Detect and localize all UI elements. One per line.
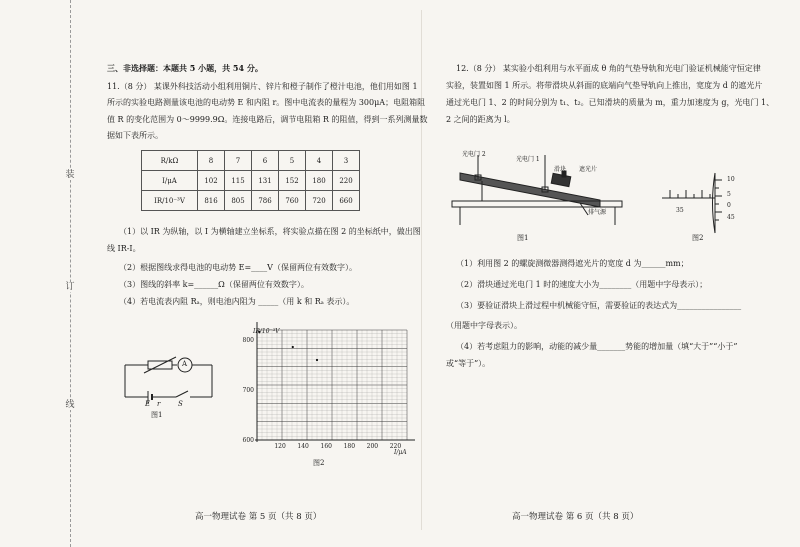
q12-line-1: 12.（8 分） 某实验小组利用与水平面成 θ 角的气垫导轨和光电门验证机械能守恒定律 [456,64,761,73]
table-cell: 720 [306,191,333,211]
q12-line-4: 2 之间的距离为 l。 [446,115,515,124]
left-page [100,0,428,547]
table-cell: 180 [306,171,333,191]
mic-tick-35: 35 [676,207,684,214]
q11-sub1-b: 线 IR-I。 [107,244,141,253]
table-cell: 4 [306,151,333,171]
q12-sub4-a: （4）若考虑阻力的影响，动能的减少量_______势能的增加量（填“大于”“小于” [456,342,738,351]
ammeter-label: A [182,360,188,368]
section-header: 三、非选择题：本题共 5 小题，共 54 分。 [107,63,263,73]
table-cell: 5 [279,151,306,171]
graph-paper [235,325,415,455]
graph-x-label: I/μA [394,449,407,456]
table-cell: 6 [252,151,279,171]
table-cell: 805 [225,191,252,211]
table-cell: 816 [198,191,225,211]
label-gate-2: 光电门 2 [462,151,486,158]
q11-sub1-a: （1）以 IR 为纵轴，以 I 为横轴建立坐标系，将实验点描在图 2 的坐标纸中，做出图 [119,227,421,236]
fig1-caption-right: 图1 [517,234,529,242]
q11-sub2: （2）根据图线求得电池的电动势 E=____V（保留两位有效数字）。 [119,263,357,272]
table-cell: 660 [333,191,360,211]
y-tick-label: 800 [242,337,254,344]
q12-sub3-b: （用题中字母表示）。 [446,321,522,330]
table-cell: 786 [252,191,279,211]
table-cell: 220 [333,171,360,191]
right-page [446,0,785,547]
x-tick-label: 120 [274,443,286,450]
table-cell: 7 [225,151,252,171]
binding-mark-1: 装 [62,170,78,180]
mic-tick-10: 10 [727,176,735,183]
grid-lines [257,330,407,440]
q11-sub4: （4）若电流表内阻 Rₐ，则电池内阻为 _____（用 k 和 Rₐ 表示）。 [119,297,355,306]
table-header: I/μA [142,171,198,191]
x-tick-label: 180 [343,443,356,450]
label-gate-1: 光电门 1 [516,156,540,163]
label-air-source: 排气源 [588,209,607,216]
q11-line-1: 11.（8 分） 某课外科技活动小组利用铜片、锌片和橙子制作了橙汁电池，他们用如图 1 [107,82,418,91]
table-header: R/kΩ [142,151,198,171]
mic-tick-0: 0 [727,202,731,209]
table-row [142,151,360,171]
q11-sub3: （3）图线的斜率 k=______Ω（保留两位有效数字）。 [119,280,309,289]
left-footer: 高一物理试卷 第 5 页（共 8 页） [195,512,322,522]
y-tick-labels [243,337,255,444]
label-r: r [157,400,161,408]
q11-line-3: 值 R 的变化范围为 0～9999.9Ω。连接电路后，调节电阻箱 R 的阻值，得到一系列测量数 [107,115,428,124]
x-tick-label: 200 [366,443,379,450]
y-tick-label: 600 [242,437,254,444]
circuit-diagram [120,355,230,425]
fig2-caption-right: 图2 [692,234,704,242]
fig2-caption: 图2 [313,459,325,467]
table-cell: 152 [279,171,306,191]
q11-line-4: 据如下表所示。 [107,131,163,140]
table-row [142,171,360,191]
table-cell: 131 [252,171,279,191]
q11-line-2: 所示的实验电路测量该电池的电动势 E 和内阻 r。图中电流表的量程为 300μA；电阻箱阻 [107,98,426,107]
binding-mark-2: 订 [62,282,78,292]
q12-sub2: （2）滑块通过光电门 1 时的速度大小为________（用题中字母表示）； [456,280,708,289]
mic-tick-45: 45 [727,214,735,221]
q12-sub4-b: 或“等于”）。 [446,359,491,368]
table-cell: 760 [279,191,306,211]
table-header: IR/10⁻³V [142,191,198,211]
table-cell: 115 [225,171,252,191]
binding-fold-line [70,0,71,547]
table-cell: 3 [333,151,360,171]
data-table [141,150,360,211]
label-shade: 遮光片 [579,166,598,173]
x-tick-labels [274,443,401,450]
x-tick-label: 220 [389,443,402,450]
y-tick-label: 700 [242,387,254,394]
label-e: E [145,400,151,408]
q12-line-2: 实验，装置如图 1 所示。将带滑块从斜面的底端向气垫导轨向上推出，宽度为 d 的遮光片 [446,81,763,90]
q12-line-3: 通过光电门 1、2 的时间分别为 t₁、t₂。已知滑块的质量为 m，重力加速度为 g，光电门 1、 [446,98,775,107]
x-tick-label: 160 [320,443,332,450]
table-cell: 102 [198,171,225,191]
page-divider [421,10,422,530]
q12-sub3-a: （3）要验证滑块上滑过程中机械能守恒，需要验证的表达式为________________ [456,301,742,310]
table-cell: 8 [198,151,225,171]
label-s: S [178,400,183,408]
label-slider: 滑块 [554,166,567,173]
mic-tick-5: 5 [727,191,731,198]
fig1-caption: 图1 [151,411,163,419]
table-row [142,191,360,211]
data-point [292,346,294,348]
binding-mark-3: 线 [62,400,78,410]
x-tick-label: 140 [297,443,309,450]
right-footer: 高一物理试卷 第 6 页（共 8 页） [512,512,639,522]
data-point [316,359,318,361]
q12-sub1: （1）利用图 2 的螺旋测微器测得遮光片的宽度 d 为______mm； [456,259,689,268]
graph-y-label: IR/10⁻³V [253,328,280,335]
micrometer-diagram [660,168,750,238]
